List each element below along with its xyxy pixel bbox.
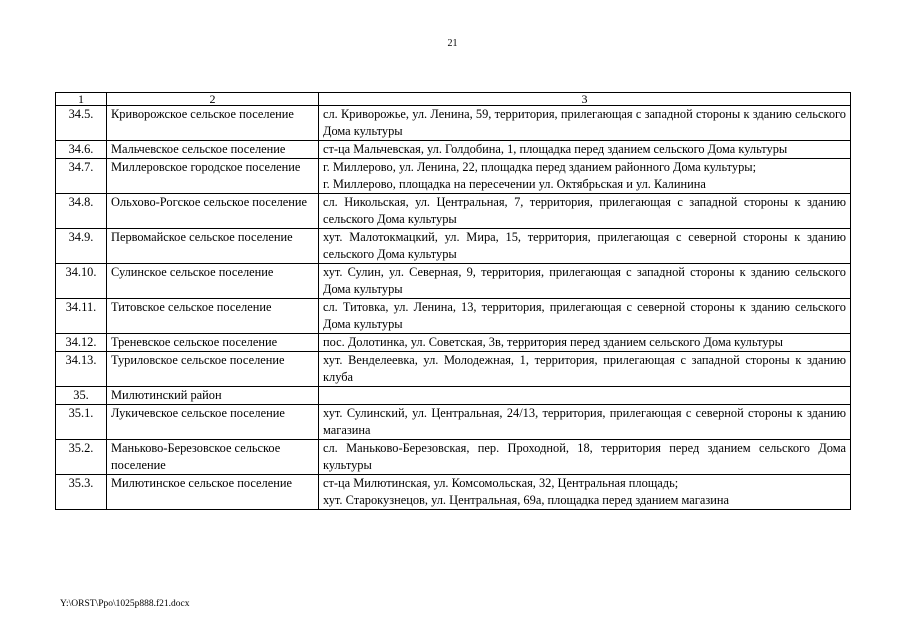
location-address <box>319 405 851 440</box>
table-row <box>56 405 851 440</box>
row-number: 34.8. <box>56 194 107 229</box>
settlement-name: Мальчевское сельское поселение <box>107 141 319 159</box>
address-line: хут. Сулин, ул. Северная, 9, территория, прилегающая с западной стороны к зданию сельского Дома культуры <box>323 265 846 296</box>
row-number: 34.6. <box>56 141 107 159</box>
table-row <box>56 334 851 352</box>
row-number: 35. <box>56 387 107 405</box>
table-row <box>56 299 851 334</box>
table-row <box>56 387 851 405</box>
row-number: 34.10. <box>56 264 107 299</box>
location-address <box>319 141 851 159</box>
location-address <box>319 264 851 299</box>
location-address <box>319 352 851 387</box>
row-number: 34.9. <box>56 229 107 264</box>
settlement-name: Милютинский район <box>107 387 319 405</box>
address-line: сл. Титовка, ул. Ленина, 13, территория, прилегающая с северной стороны к зданию сельского Дома культуры <box>323 300 846 331</box>
address-line: сл. Никольская, ул. Центральная, 7, территория, прилегающая с западной стороны к зданию сельского Дома культуры <box>323 195 846 226</box>
settlement-name: Туриловское сельское поселение <box>107 352 319 387</box>
row-number: 34.11. <box>56 299 107 334</box>
row-number: 35.3. <box>56 475 107 510</box>
row-number: 34.13. <box>56 352 107 387</box>
settlement-name: Ольхово-Рогское сельское поселение <box>107 194 319 229</box>
header-cell-1: 1 <box>56 93 107 106</box>
footer-file-path: Y:\ORST\Ppo\1025p888.f21.docx <box>60 599 190 609</box>
table-header-row <box>56 93 851 106</box>
address-line: ст-ца Мальчевская, ул. Голдобина, 1, площадка перед зданием сельского Дома культуры <box>323 142 788 156</box>
address-line: г. Миллерово, площадка на пересечении ул. Октябрьская и ул. Калинина <box>323 177 706 191</box>
table-row <box>56 475 851 510</box>
address-line <box>323 387 846 404</box>
row-number: 35.1. <box>56 405 107 440</box>
address-line: сл. Маньково-Березовская, пер. Проходной, 18, территория перед зданием сельского Дома культуры <box>323 441 846 472</box>
table-row <box>56 141 851 159</box>
header-cell-3: 3 <box>319 93 851 106</box>
settlement-name: Криворожское сельское поселение <box>107 106 319 141</box>
settlement-name: Сулинское сельское поселение <box>107 264 319 299</box>
location-address <box>319 194 851 229</box>
row-number: 34.5. <box>56 106 107 141</box>
location-address <box>319 106 851 141</box>
location-address <box>319 159 851 194</box>
settlement-name: Милютинское сельское поселение <box>107 475 319 510</box>
location-address <box>319 229 851 264</box>
address-line: г. Миллерово, ул. Ленина, 22, площадка перед зданием районного Дома культуры; <box>323 160 757 174</box>
settlement-name: Лукичевское сельское поселение <box>107 405 319 440</box>
location-address <box>319 475 851 510</box>
table-row <box>56 229 851 264</box>
address-line: хут. Малотокмацкий, ул. Мира, 15, территория, прилегающая с северной стороны к зданию сельского Дома культуры <box>323 230 846 261</box>
settlement-name: Миллеровское городское поселение <box>107 159 319 194</box>
locations-table <box>55 92 851 510</box>
address-line: ст-ца Милютинская, ул. Комсомольская, 32, Центральная площадь; <box>323 476 679 490</box>
header-cell-2: 2 <box>107 93 319 106</box>
page-number: 21 <box>447 38 458 49</box>
table-row <box>56 440 851 475</box>
address-line: хут. Старокузнецов, ул. Центральная, 69а, площадка перед зданием магазина <box>323 493 730 507</box>
table-row <box>56 106 851 141</box>
location-address <box>319 387 851 405</box>
settlement-name: Треневское сельское поселение <box>107 334 319 352</box>
address-line: хут. Сулинский, ул. Центральная, 24/13, территория, прилегающая с северной стороны к зданию магазина <box>323 406 846 437</box>
table-row <box>56 352 851 387</box>
settlement-name: Первомайское сельское поселение <box>107 229 319 264</box>
row-number: 34.12. <box>56 334 107 352</box>
row-number: 34.7. <box>56 159 107 194</box>
settlement-name: Титовское сельское поселение <box>107 299 319 334</box>
location-address <box>319 299 851 334</box>
address-line: хут. Венделеевка, ул. Молодежная, 1, территория, прилегающая с западной стороны к зданию клуба <box>323 353 846 384</box>
row-number: 35.2. <box>56 440 107 475</box>
table-row <box>56 194 851 229</box>
address-line: сл. Криворожье, ул. Ленина, 59, территория, прилегающая с западной стороны к зданию сельского Дома культуры <box>323 107 846 138</box>
table-row <box>56 264 851 299</box>
address-line: пос. Долотинка, ул. Советская, 3в, территория перед зданием сельского Дома культуры <box>323 335 783 349</box>
location-address <box>319 334 851 352</box>
settlement-name: Маньково-Березовское сельское поселение <box>107 440 319 475</box>
location-address <box>319 440 851 475</box>
table-row <box>56 159 851 194</box>
